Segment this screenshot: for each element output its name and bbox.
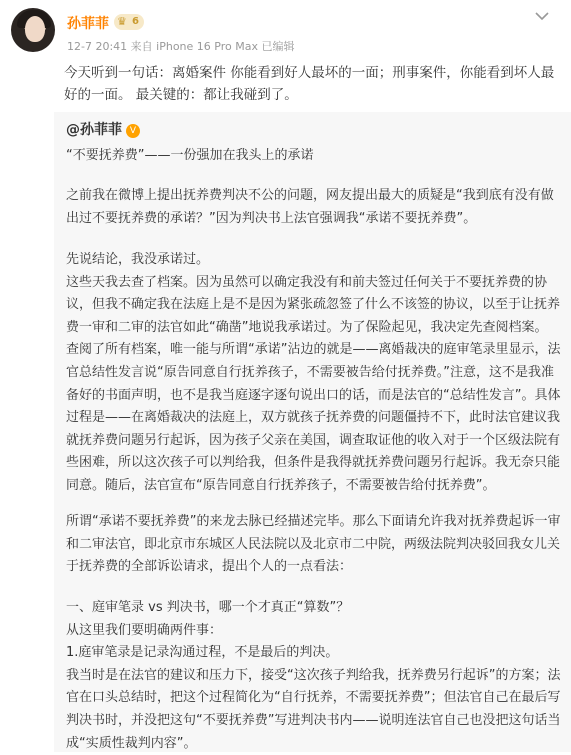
vip-level: 6	[132, 16, 139, 27]
quoted-paragraph-2: 先说结论，我没承诺过。 这些天我去查了档案。因为虽然可以确定我没有和前夫签过任何关于不要抚养费的协议，但我不确定我在法庭上是不是因为紧张疏忽签了什么不该签的协议，以至于让抚养费一审和二审的法官如此“确凿”地说我承诺过。为了保险起见，我决定先查阅档案。 查阅了所有档案，唯一能与所谓“承诺”沾边的就是——离婚裁决的庭审笔录里显示，法官总结性发言说“原告同意自行抚养孩子，不需要被告给付抚养费。”注意，这不是我准备好的书面声明，也不是我当庭逐字逐句说出口的话，而是法官的“总结性发言”。具体过程是——在离婚裁决的法庭上，双方就孩子抚养费的问题僵持不下，此时法官建议我就抚养费问题另行起诉，因为孩子父亲在美国，调查取证他的收入对于一个区级法院有些困难，所以这次孩子可以判给我，但条件是我得就抚养费问题另行起诉。我无奈只能同意。随后，法官宣布“原告同意自行抚养孩子，不需要被告给付抚养费”。	[66, 252, 561, 493]
quoted-post[interactable]	[54, 112, 571, 752]
post-meta	[67, 38, 294, 54]
post-source: 来自 iPhone 16 Pro Max	[130, 40, 258, 53]
verified-icon: V	[126, 124, 140, 138]
post-header	[0, 0, 571, 58]
avatar[interactable]	[11, 8, 55, 52]
quoted-header	[66, 119, 140, 139]
quoted-author[interactable]: @孙菲菲	[66, 122, 122, 138]
quoted-paragraph-4: 一、庭审笔录 vs 判决书，哪一个才真正“算数”？ 从这里我们要明确两件事： 1.庭审笔录是记录沟通过程，不是最后的判决。 我当时是在法官的建议和压力下，接受“这次孩子判给我，抚养费另行起诉”的方案；法官在口头总结时，把这个过程简化为“自行抚养，不需要抚养费”；但法官自己在最后写判决书时，并没把这句“不要抚养费”写进判决书内——说明连法官自己也没把这句话当成“实质性裁判内容”。	[66, 600, 561, 751]
chevron-down-icon[interactable]	[534, 10, 550, 22]
avatar-face	[25, 16, 45, 42]
quoted-title: “不要抚养费”——一份强加在我头上的承诺	[66, 148, 314, 163]
quoted-paragraph-1: 之前我在微博上提出抚养费判决不公的问题，网友提出最大的质疑是“我到底有没有做出过不要抚养费的承诺？”因为判决书上法官强调我“承诺不要抚养费”。	[66, 188, 554, 226]
post-text: 今天听到一句话：离婚案件 你能看到好人最坏的一面；刑事案件，你能看到坏人最好的一面。 最关键的：都让我碰到了。	[64, 65, 555, 103]
vip-badge[interactable]	[114, 14, 144, 30]
edited-label: 已编辑	[261, 40, 295, 53]
author-name[interactable]: 孙菲菲	[67, 16, 109, 32]
post-timestamp: 12-7 20:41	[67, 40, 128, 53]
quoted-paragraph-3: 所谓“承诺不要抚养费”的来龙去脉已经描述完毕。那么下面请允许我对抚养费起诉一审和二审法官，即北京市东城区人民法院以及北京市二中院，两级法院判决驳回我女儿关于抚养费的全部诉讼请求，提出个人的一点看法：	[66, 514, 561, 575]
crown-icon: ♛	[117, 15, 127, 28]
